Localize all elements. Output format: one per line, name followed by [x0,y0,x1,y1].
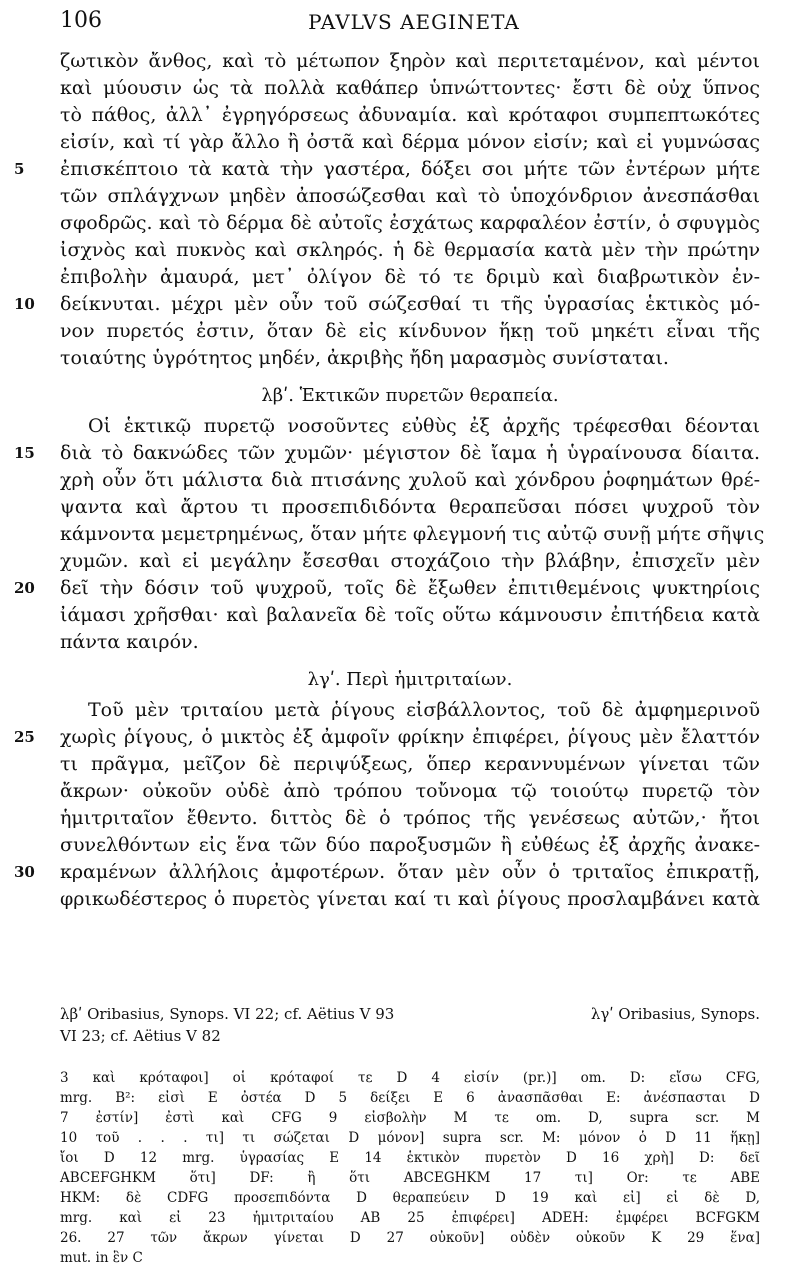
line-number: 20 [14,579,35,597]
source-ref-continued: VI 23; cf. Aëtius V 82 [60,1027,221,1045]
line-number: 5 [14,160,25,178]
line-text: λγʹ. Περὶ ἡμιτριταίων. [307,669,513,690]
line-number: 25 [14,728,35,746]
text-line [60,629,760,656]
apparatus-line: ABCEFGHKM ὅτι] DF: ἢ ὅτι ABCEGHKM 17 τι] Or: τε ABE [60,1170,760,1186]
chapter-heading [60,666,760,693]
source-references [60,1003,760,1047]
apparatus-line: mrg. καὶ εἰ 23 ἡμιτριταίου AB 25 ἐπιφέρει] ADEH: ἐμφέρει BCFGKM [60,1210,760,1226]
text-line [14,440,760,467]
line-text: τοιαύτης ὑγρότητος μηδέν, ἀκριβὴς ἤδη μαρασμὸς συνίσταται. [60,347,669,369]
line-text: χρὴ οὖν ὅτι μάλιστα διὰ πτισάνης χυλοῦ καὶ χόνδρου ῥοφημάτων θρέ- [60,469,760,491]
text-line [60,75,760,102]
text-line [60,521,765,548]
text-line [60,210,760,237]
text-line [60,832,760,859]
line-text: χυμῶν. καὶ εἰ μεγάλην ἔσεσθαι στοχάζοιο τὴν βλάβην, ἐπισχεῖν μὲν [60,550,760,572]
line-text: φρικωδέστερος ὁ πυρετὸς γίνεται καί τι καὶ ῥίγους προσλαμβάνει κατὰ [60,888,760,910]
apparatus-line: 7 ἐστίν] ἐστὶ καὶ CFG 9 εἰσβολὴν M τε om. D, supra scr. M [60,1110,760,1126]
line-text: ἰσχνὸς καὶ πυκνὸς καὶ σκληρός. ἡ δὲ θερμασία κατὰ μὲν τὴν πρώτην [60,239,760,261]
line-text: συνελθόντων εἰς ἕνα τῶν δύο παροξυσμῶν ἢ εὐθέως ἐξ ἀρχῆς ἀνακε- [60,834,760,856]
apparatus-line: 26. 27 τῶν ἄκρων γίνεται D 27 οὐκοῦν] οὐδὲν οὐκοῦν K 29 ἕνα] [60,1230,760,1246]
text-line [60,886,760,913]
line-text: καὶ μύουσιν ὡς τὰ πολλὰ καθάπερ ὑπνώττοντες· ἔστι δὲ οὐχ ὕπνος [60,77,760,99]
line-text: Τοῦ μὲν τριταίου μετὰ ῥίγους εἰσβάλλοντος, τοῦ δὲ ἀμφημερινοῦ [88,699,760,721]
text-line [60,467,760,494]
line-number: 15 [14,444,35,462]
source-ref-right: λγʹ Oribasius, Synops. [590,1005,760,1023]
text-line [60,548,760,575]
text-line [60,102,760,129]
source-ref-left: λβʹ Oribasius, Synops. VI 22; cf. Aëtius V 93 [60,1005,395,1023]
line-text: κάμνοντα μεμετρημένως, ὅταν μήτε φλεγμονή τις αὐτῷ συνῇ μήτε σῆψις [60,523,765,545]
line-text: ἄκρων· οὐκοῦν οὐδὲ ἀπὸ τρόπου τοὔνομα τῷ τοιούτῳ πυρετῷ τὸν [60,780,760,802]
apparatus-line: 3 καὶ κρόταφοι] οἱ κρόταφοί τε D 4 εἰσίν (pr.)] om. D: εἴσω CFG, [60,1070,760,1086]
text-line [14,291,760,318]
text-line [60,413,760,440]
critical-apparatus [60,1068,760,1268]
text-line [60,264,760,291]
line-text: διὰ τὸ δακνώδες τῶν χυμῶν· μέγιστον δὲ ἴαμα ἡ ὑγραίνουσα δίαιτα. [60,442,760,464]
line-text: ψαντα καὶ ἄρτου τι προσεπιδιδόντα θεραπεῦσαι πόσει ψυχροῦ τὸν [60,496,760,518]
text-line [14,859,760,886]
line-text: σφοδρῶς. καὶ τὸ δέρμα δὲ αὐτοῖς ἐσχάτως καρφαλέον ἐστίν, ὁ σφυγμὸς [60,212,760,234]
text-line [14,724,760,751]
text-line [60,237,760,264]
text-line [14,156,760,183]
line-text: τῶν σπλάγχνων μηδὲν ἀποσώζεσθαι καὶ τὸ ὑποχόνδριον ἀνεσπάσθαι [60,185,760,207]
line-text: νον πυρετός ἐστιν, ὅταν δὲ εἰς κίνδυνον ἥκῃ τοῦ μηκέτι εἶναι τῆς [60,320,760,342]
main-text [14,48,765,913]
source-line [60,1025,760,1047]
apparatus-line: mut. in ἓν C [60,1250,143,1266]
line-text: δεῖ τὴν δόσιν τοῦ ψυχροῦ, τοῖς δὲ ἔξωθεν ἐπιτιθεμένοις ψυκτηρίοις [60,577,760,599]
chapter-heading [60,382,760,409]
line-text: ἐπιβολὴν ἀμαυρά, μετ᾽ ὀλίγον δὲ τό τε δριμὺ καὶ διαβρωτικὸν ἐν- [60,266,760,288]
text-line [60,48,760,75]
text-line [60,751,760,778]
text-line [60,318,760,345]
line-text: ἐπισκέπτοιο τὰ κατὰ τὴν γαστέρα, δόξει σοι μήτε τῶν ἐντέρων μήτε [60,158,760,180]
line-number: 10 [14,295,35,313]
line-text: τὸ πάθος, ἀλλ᾽ ἐγρηγόρσεως ἀδυναμία. καὶ κρόταφοι συμπεπτωκότες [60,104,760,126]
text-line [60,494,760,521]
page-header [60,8,768,38]
text-line [60,778,760,805]
text-line [14,575,760,602]
line-text: δείκνυται. μέχρι μὲν οὖν τοῦ σώζεσθαί τι τῆς ὑγρασίας ἑκτικὸς μό- [60,293,760,315]
line-text: πάντα καιρόν. [60,631,199,653]
page-number: 106 [60,8,102,33]
line-text: λβʹ. Ἑκτικῶν πυρετῶν θεραπεία. [261,385,559,406]
apparatus-line: ἴοι D 12 mrg. ὑγρασίας E 14 ἑκτικὸν πυρετὸν D 16 χρὴ] D: δεῖ [60,1150,760,1166]
apparatus-line: mrg. B²: εἰσὶ E ὀστέα D 5 δείξει E 6 ἀνασπᾶσθαι E: ἀνέσπασται D [60,1090,760,1106]
text-line [60,345,760,372]
line-text: Οἱ ἑκτικῷ πυρετῷ νοσοῦντες εὐθὺς ἐξ ἀρχῆς τρέφεσθαι δέονται [88,415,760,437]
line-text: εἰσίν, καὶ τί γὰρ ἄλλο ἢ ὀστᾶ καὶ δέρμα μόνον εἰσίν; καὶ εἰ γυμνώσας [60,131,760,153]
text-line [60,697,760,724]
line-number: 30 [14,863,35,881]
text-line [60,602,760,629]
running-title: PAVLVS AEGINETA [308,10,520,34]
line-text: κραμένων ἀλλήλοις ἀμφοτέρων. ὅταν μὲν οὖν ὁ τριταῖος ἐπικρατῇ, [60,861,760,883]
line-text: ἡμιτριταῖον ἔθεντο. διττὸς δὲ ὁ τρόπος τῆς γενέσεως αὐτῶν,· ἤτοι [60,807,760,829]
text-line [60,129,760,156]
text-line [60,183,760,210]
line-text: ἰάμασι χρῆσθαι· καὶ βαλανεῖα δὲ τοῖς οὕτω κάμνουσιν ἐπιτήδεια κατὰ [60,604,760,626]
line-text: τι πρᾶγμα, μεῖζον δὲ περιψύξεως, ὅπερ κεραννυμένων γίνεται τῶν [60,753,760,775]
text-line [60,805,760,832]
line-text: ζωτικὸν ἄνθος, καὶ τὸ μέτωπον ξηρὸν καὶ περιτεταμένον, καὶ μέντοι [60,50,760,72]
line-text: χωρὶς ῥίγους, ὁ μικτὸς ἐξ ἀμφοῖν φρίκην ἐπιφέρει, ῥίγους μὲν ἔλαττόν [60,726,760,748]
apparatus-line: 10 τοῦ . . . τι] τι σώζεται D μόνον] supra scr. M: μόνον ὁ D 11 ἥκῃ] [60,1130,760,1146]
source-line [60,1003,760,1025]
apparatus-line: HKM: δὲ CDFG προσεπιδόντα D θεραπεύειν D 19 καὶ εἰ] εἰ δὲ D, [60,1190,760,1206]
